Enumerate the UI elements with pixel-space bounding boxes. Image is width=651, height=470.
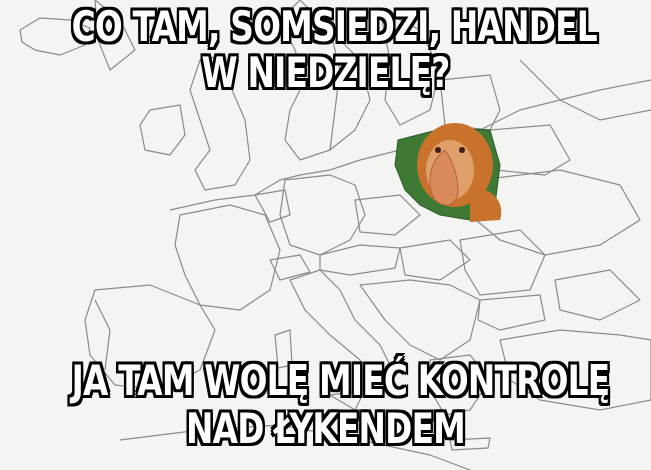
top-caption-line-2: W NIEDZIELĘ? [201,48,450,97]
top-caption [71,2,597,97]
monkey-eye-left [435,147,441,153]
top-caption-line-1: CO TAM, SOMSIEDZI, HANDEL [71,2,597,51]
bottom-caption-line-1: JA TAM WOLĘ MIEĆ KONTROLĘ [71,356,610,405]
bottom-caption [71,356,610,453]
monkey-eye-right [459,147,465,153]
bottom-caption-line-2: NAD ŁYKENDEM [185,404,466,453]
